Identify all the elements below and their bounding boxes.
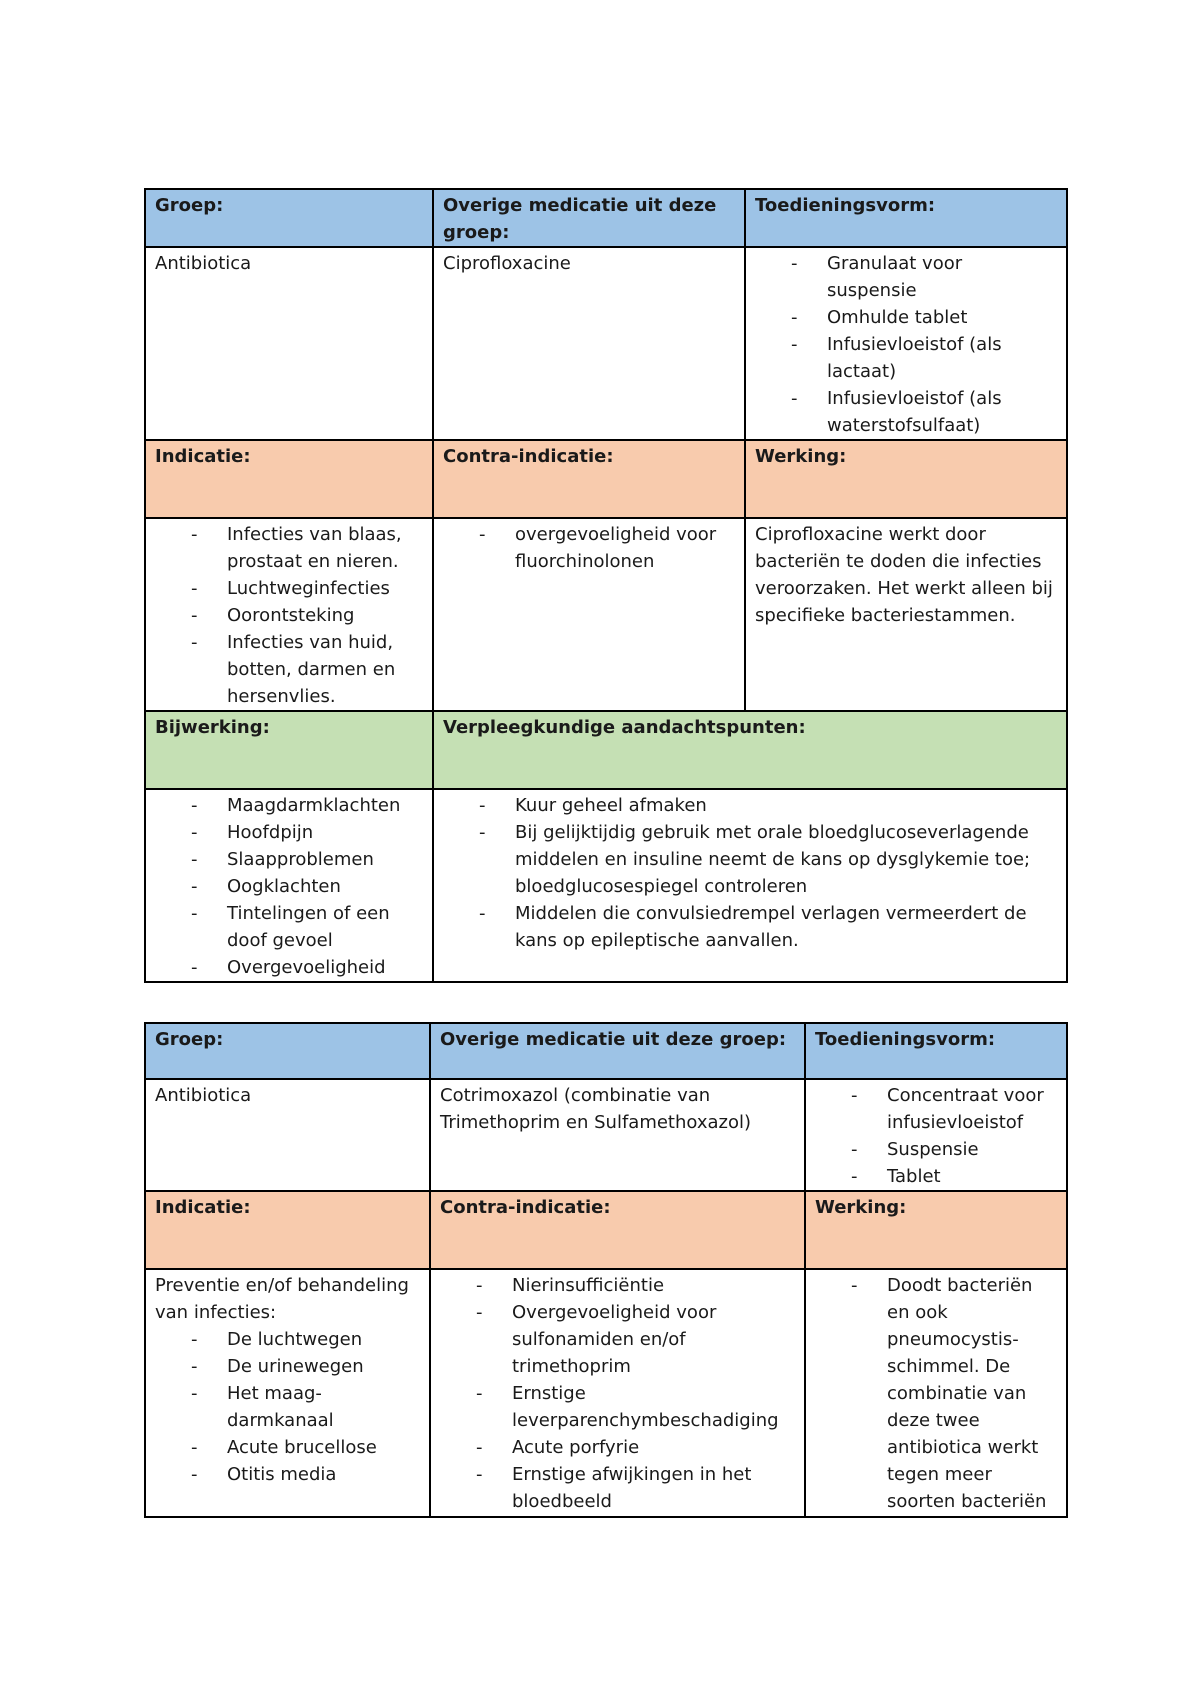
indicatie-list — [155, 1326, 420, 1488]
cell-overige-medicatie: Cotrimoxazol (combinatie van Trimethoprim en Sulfamethoxazol) — [430, 1079, 805, 1191]
list-item: - Tablet — [887, 1163, 1057, 1190]
cell-indicatie — [145, 1269, 430, 1517]
cell-toedieningsvorm — [745, 247, 1067, 440]
list-item: - Het maag-darmkanaal — [227, 1380, 420, 1434]
header-toedieningsvorm: Toedieningsvorm: — [745, 189, 1067, 247]
list-item: - Omhulde tablet — [827, 304, 1057, 331]
list-item: - Doodt bacteriën en ook pneumocystis-schimmel. De combinatie van deze twee antibiotica werkt tegen meer soorten bacteriën — [887, 1272, 1057, 1515]
bijwerking-list — [155, 792, 423, 981]
toedieningsvorm-list — [755, 250, 1057, 439]
list-item: - Acute brucellose — [227, 1434, 420, 1461]
aandachtspunten-list — [443, 792, 1057, 954]
header-indicatie: Indicatie: — [145, 1191, 430, 1269]
indicatie-intro: Preventie en/of behandeling van infecties: — [155, 1275, 409, 1323]
header-bijwerking: Bijwerking: — [145, 711, 433, 789]
header-groep: Groep: — [145, 189, 433, 247]
list-item: - Infecties van huid, botten, darmen en hersenvlies. — [227, 629, 423, 710]
contra-indicatie-list — [440, 1272, 795, 1515]
list-item: - Oogklachten — [227, 873, 423, 900]
cell-verpleegkundige-aandachtspunten — [433, 789, 1067, 982]
header-contra-indicatie: Contra-indicatie: — [433, 440, 745, 518]
header-toedieningsvorm: Toedieningsvorm: — [805, 1023, 1067, 1079]
list-item: - Oorontsteking — [227, 602, 423, 629]
header-contra-indicatie: Contra-indicatie: — [430, 1191, 805, 1269]
list-item: - Tintelingen of een doof gevoel — [227, 900, 423, 954]
cell-toedieningsvorm — [805, 1079, 1067, 1191]
list-item: - Nierinsufficiëntie — [512, 1272, 795, 1299]
list-item: - Concentraat voor infusievloeistof — [887, 1082, 1057, 1136]
list-item: - Maagdarmklachten — [227, 792, 423, 819]
cell-werking — [805, 1269, 1067, 1517]
header-werking: Werking: — [745, 440, 1067, 518]
list-item: - Ernstige leverparenchymbeschadiging — [512, 1380, 795, 1434]
cell-overige-medicatie: Ciprofloxacine — [433, 247, 745, 440]
cell-bijwerking — [145, 789, 433, 982]
list-item: - Slaapproblemen — [227, 846, 423, 873]
list-item: - De urinewegen — [227, 1353, 420, 1380]
list-item: - overgevoeligheid voor fluorchinolonen — [515, 521, 735, 575]
list-item: - Ernstige afwijkingen in het bloedbeeld — [512, 1461, 795, 1515]
cell-contra-indicatie — [433, 518, 745, 711]
medication-table-ciprofloxacine — [144, 188, 1068, 983]
list-item: - Hoofdpijn — [227, 819, 423, 846]
list-item: - Otitis media — [227, 1461, 420, 1488]
header-indicatie: Indicatie: — [145, 440, 433, 518]
cell-contra-indicatie — [430, 1269, 805, 1517]
list-item: - Bij gelijktijdig gebruik met orale bloedglucoseverlagende middelen en insuline neemt de kans op dysglykemie toe; bloedglucosespiegel controleren — [515, 819, 1057, 900]
header-werking: Werking: — [805, 1191, 1067, 1269]
list-item: - Middelen die convulsiedrempel verlagen vermeerdert de kans op epileptische aanvallen. — [515, 900, 1057, 954]
cell-groep: Antibiotica — [145, 1079, 430, 1191]
header-overige-medicatie: Overige medicatie uit deze groep: — [430, 1023, 805, 1079]
list-item: - Acute porfyrie — [512, 1434, 795, 1461]
medication-table-cotrimoxazol — [144, 1022, 1068, 1518]
list-item: - Suspensie — [887, 1136, 1057, 1163]
list-item: - Luchtweginfecties — [227, 575, 423, 602]
header-overige-medicatie: Overige medicatie uit deze groep: — [433, 189, 745, 247]
list-item: - Overgevoeligheid — [227, 954, 423, 981]
header-verpleegkundige-aandachtspunten: Verpleegkundige aandachtspunten: — [433, 711, 1067, 789]
cell-groep: Antibiotica — [145, 247, 433, 440]
werking-list — [815, 1272, 1057, 1515]
list-item: - De luchtwegen — [227, 1326, 420, 1353]
list-item: - Infecties van blaas, prostaat en nieren. — [227, 521, 423, 575]
indicatie-list — [155, 521, 423, 710]
list-item: - Granulaat voor suspensie — [827, 250, 1057, 304]
list-item: - Infusievloeistof (als lactaat) — [827, 331, 1057, 385]
cell-indicatie — [145, 518, 433, 711]
header-groep: Groep: — [145, 1023, 430, 1079]
list-item: - Infusievloeistof (als waterstofsulfaat) — [827, 385, 1057, 439]
cell-werking: Ciprofloxacine werkt door bacteriën te doden die infecties veroorzaken. Het werkt alleen bij specifieke bacteriestammen. — [745, 518, 1067, 711]
list-item: - Overgevoeligheid voor sulfonamiden en/of trimethoprim — [512, 1299, 795, 1380]
list-item: - Kuur geheel afmaken — [515, 792, 1057, 819]
toedieningsvorm-list — [815, 1082, 1057, 1190]
contra-indicatie-list — [443, 521, 735, 575]
